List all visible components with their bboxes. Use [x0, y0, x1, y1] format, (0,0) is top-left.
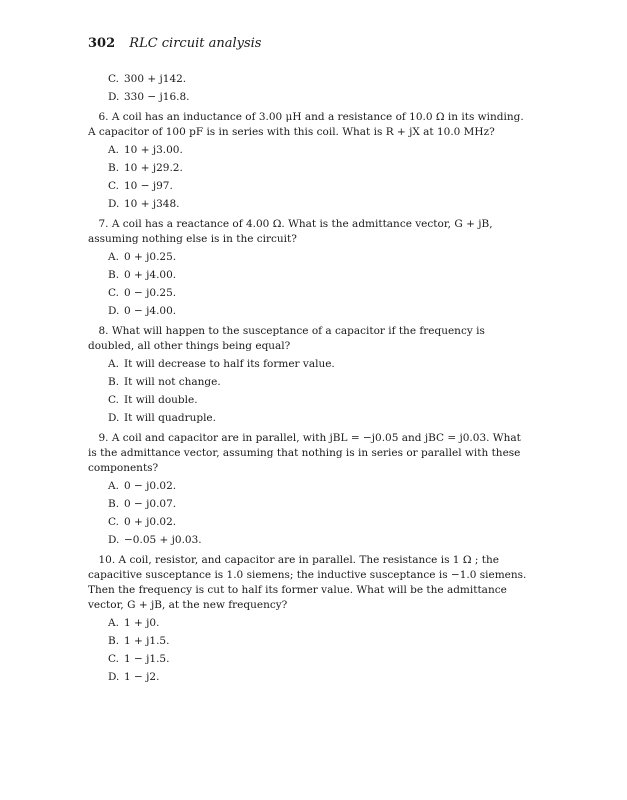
option-text: 10 + j348. — [124, 198, 180, 210]
option-letter: B. — [108, 376, 120, 388]
option-letter: C. — [108, 516, 119, 528]
option-item — [108, 375, 528, 390]
option-letter: D. — [108, 412, 120, 424]
option-text: 0 − j0.07. — [124, 498, 177, 510]
option-text: 300 + j142. — [124, 73, 187, 85]
question-7: 7. A coil has a reactance of 4.00 Ω. What is the admittance vector, G + jB, assuming nothing else is in the circuit? — [88, 218, 493, 245]
option-letter: B. — [108, 498, 120, 510]
question-8-options — [88, 357, 528, 426]
option-item — [108, 90, 528, 105]
option-item — [108, 268, 528, 283]
option-item — [108, 250, 528, 265]
option-text: It will quadruple. — [124, 412, 216, 424]
option-letter: B. — [108, 162, 120, 174]
question-list — [88, 72, 528, 690]
question-10-options — [88, 616, 528, 685]
option-text: 10 + j29.2. — [124, 162, 183, 174]
option-item — [108, 652, 528, 667]
option-letter: A. — [108, 480, 119, 492]
option-item — [108, 634, 528, 649]
option-item — [108, 411, 528, 426]
option-item — [108, 616, 528, 631]
option-item — [108, 479, 528, 494]
option-text: It will decrease to half its former value. — [124, 358, 335, 370]
option-letter: D. — [108, 91, 120, 103]
option-letter: B. — [108, 635, 120, 647]
option-text: 10 + j3.00. — [124, 144, 183, 156]
option-letter: D. — [108, 305, 120, 317]
option-item — [108, 143, 528, 158]
option-text: 0 + j0.02. — [124, 516, 177, 528]
question-9-options — [88, 479, 528, 548]
running-title: RLC circuit analysis — [129, 36, 262, 51]
option-letter: D. — [108, 198, 120, 210]
option-text: 0 − j4.00. — [124, 305, 177, 317]
question-6-options — [88, 143, 528, 212]
option-text: 1 − j2. — [124, 671, 160, 683]
option-item — [108, 497, 528, 512]
option-text: 1 + j0. — [124, 617, 160, 629]
option-letter: A. — [108, 358, 119, 370]
option-text: 0 − j0.25. — [124, 287, 177, 299]
option-item — [108, 286, 528, 301]
carryover-options — [88, 72, 528, 105]
question-6: 6. A coil has an inductance of 3.00 μH and a resistance of 10.0 Ω in its winding. A capacitor of 100 pF is in series with this coil. What is R + jX at 10.0 MHz? — [88, 111, 524, 138]
option-item — [108, 357, 528, 372]
option-letter: B. — [108, 269, 120, 281]
option-text: 330 − j16.8. — [124, 91, 190, 103]
option-item — [108, 670, 528, 685]
option-item — [108, 393, 528, 408]
option-item — [108, 304, 528, 319]
option-item — [108, 72, 528, 87]
option-letter: C. — [108, 180, 119, 192]
option-item — [108, 161, 528, 176]
option-letter: D. — [108, 671, 120, 683]
option-letter: C. — [108, 394, 119, 406]
option-item — [108, 197, 528, 212]
option-text: 0 + j4.00. — [124, 269, 177, 281]
option-text: It will double. — [124, 394, 198, 406]
option-text: −0.05 + j0.03. — [124, 534, 202, 546]
option-text: 0 + j0.25. — [124, 251, 177, 263]
option-text: 0 − j0.02. — [124, 480, 177, 492]
option-letter: A. — [108, 144, 119, 156]
option-item — [108, 515, 528, 530]
option-letter: A. — [108, 617, 119, 629]
option-text: 10 − j97. — [124, 180, 173, 192]
option-text: 1 + j1.5. — [124, 635, 170, 647]
question-10: 10. A coil, resistor, and capacitor are in parallel. The resistance is 1 Ω ; the capacitive susceptance is 1.0 siemens; the inductive susceptance is −1.0 siemens. Then the frequency is cut to half its former value. What will be the admittance vector, G + jB, at the new frequency? — [88, 554, 527, 611]
option-text: 1 − j1.5. — [124, 653, 170, 665]
page-header — [88, 36, 261, 51]
option-letter: C. — [108, 73, 119, 85]
question-7-options — [88, 250, 528, 319]
option-letter: A. — [108, 251, 119, 263]
question-9: 9. A coil and capacitor are in parallel, with jBL = −j0.05 and jBC = j0.03. What is the admittance vector, assuming that nothing is in series or parallel with these components? — [88, 432, 521, 474]
option-letter: C. — [108, 653, 119, 665]
option-text: It will not change. — [124, 376, 221, 388]
option-letter: C. — [108, 287, 119, 299]
page-number: 302 — [88, 36, 116, 51]
question-8: 8. What will happen to the susceptance of a capacitor if the frequency is doubled, all other things being equal? — [88, 325, 485, 352]
option-item — [108, 533, 528, 548]
option-letter: D. — [108, 534, 120, 546]
option-item — [108, 179, 528, 194]
